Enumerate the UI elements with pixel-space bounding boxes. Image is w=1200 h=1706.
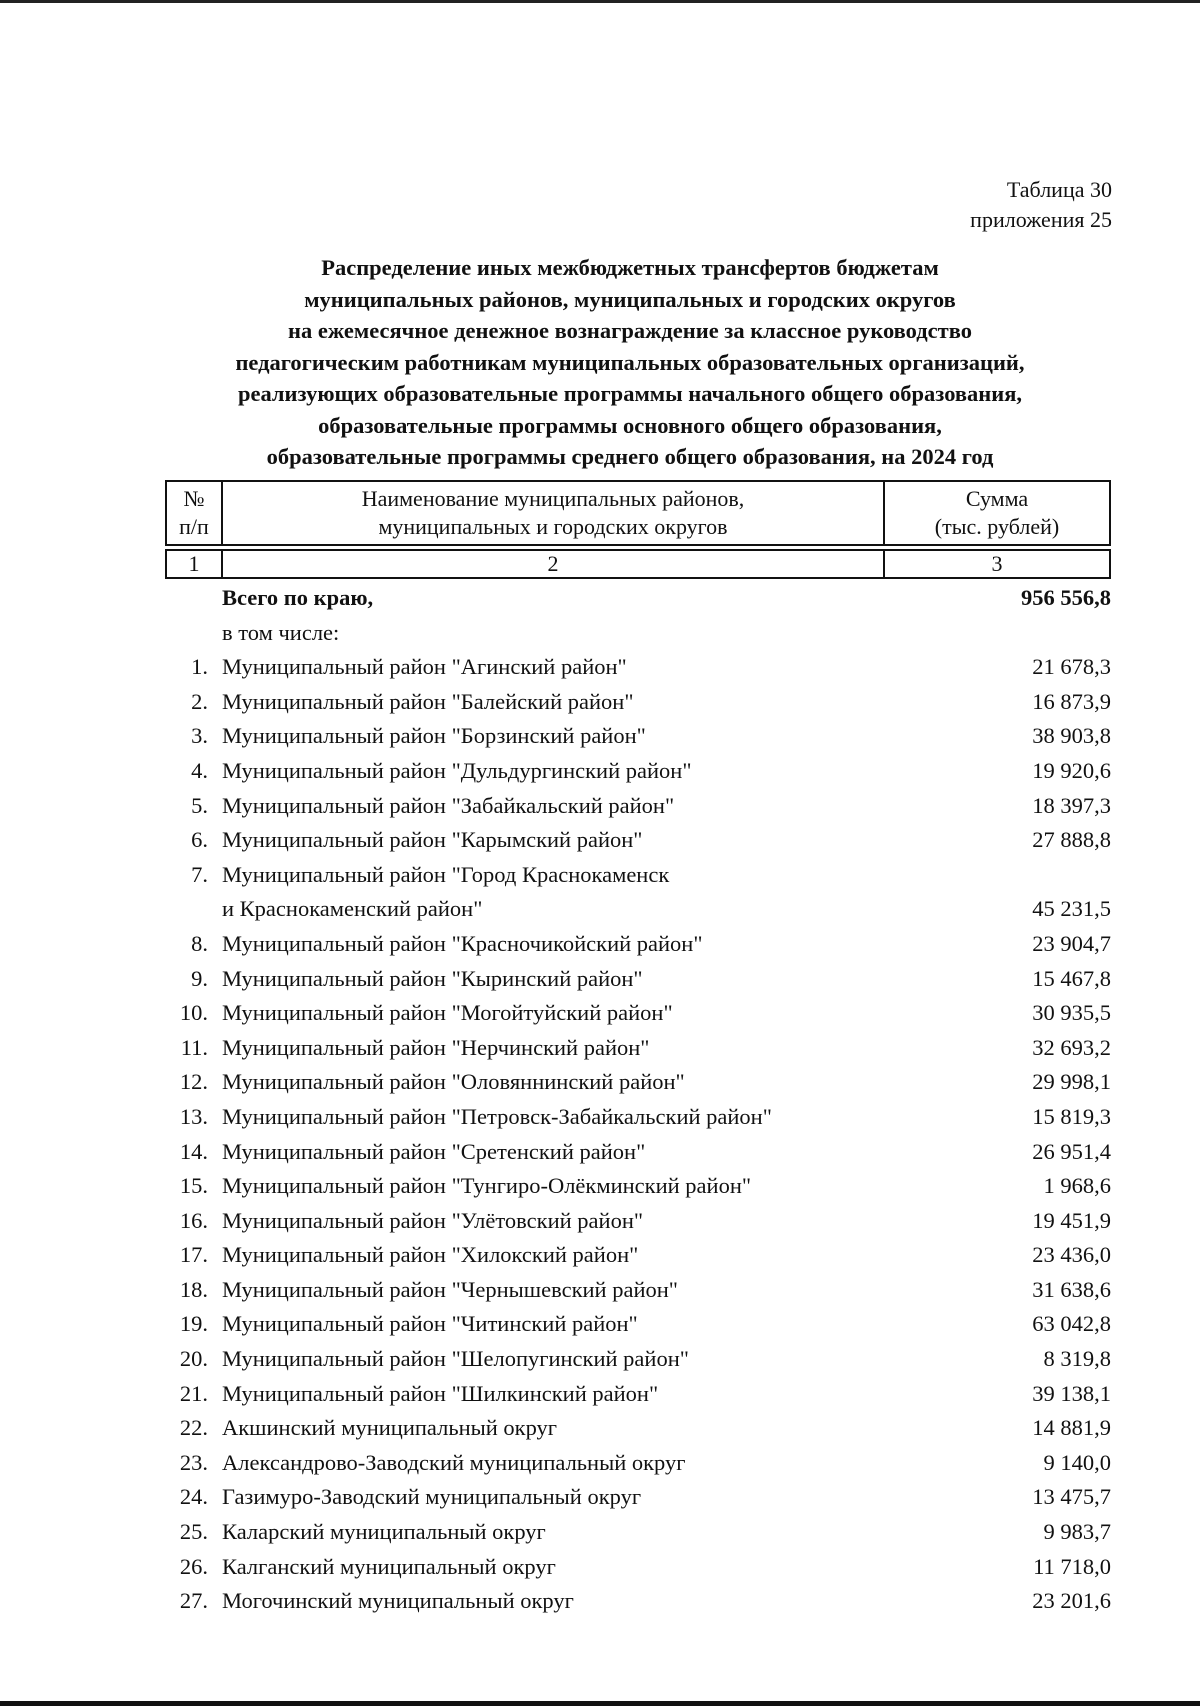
table-row [165, 1584, 1111, 1619]
row-number: 2. [191, 688, 208, 714]
row-number: 3. [191, 723, 208, 749]
table-row [165, 858, 1111, 927]
table-row [165, 1204, 1111, 1239]
title-line: на ежемесячное денежное вознаграждение за классное руководство [288, 318, 972, 343]
row-name: Муниципальный район "Шелопугинский район" [222, 1346, 689, 1372]
row-name: Муниципальный район "Читинский район" [222, 1311, 638, 1337]
row-number: 25. [179, 1519, 208, 1545]
row-value: 29 998,1 [1032, 1069, 1111, 1095]
row-name: Каларский муниципальный округ [222, 1519, 546, 1545]
row-value: 8 319,8 [1043, 1346, 1111, 1372]
title-line: реализующих образовательные программы начального общего образования, [237, 381, 1023, 406]
row-number: 14. [179, 1138, 208, 1164]
subtotal-label-row [165, 616, 1111, 651]
row-name: Муниципальный район "Кыринский район" [222, 965, 643, 991]
title-line: педагогическим работникам муниципальных образовательных организаций, [235, 349, 1025, 375]
table-row [165, 996, 1111, 1031]
row-value: 18 397,3 [1032, 792, 1111, 818]
row-value: 19 920,6 [1032, 757, 1111, 783]
table-body [165, 581, 1111, 1619]
document-title [150, 252, 1110, 473]
subtotal-label: в том числе: [222, 619, 340, 645]
row-value: 38 903,8 [1032, 723, 1111, 749]
total-label: Всего по краю, [222, 585, 374, 610]
row-number: 20. [179, 1346, 208, 1372]
title-line: Распределение иных межбюджетных трансфертов бюджетам [321, 255, 939, 280]
row-name [222, 858, 669, 927]
total-value: 956 556,8 [1021, 585, 1111, 610]
row-value: 26 951,4 [1032, 1138, 1111, 1164]
row-value: 11 718,0 [1033, 1553, 1111, 1579]
row-value: 23 436,0 [1032, 1242, 1111, 1268]
scan-border-top [0, 0, 1200, 3]
total-row [165, 581, 1111, 616]
row-number: 8. [191, 930, 208, 956]
row-name: Могочинский муниципальный округ [222, 1588, 574, 1614]
title-line: образовательные программы основного общего образования, [318, 412, 942, 438]
row-number: 4. [191, 757, 208, 783]
row-number: 9. [191, 965, 208, 991]
table-row [165, 1480, 1111, 1515]
table-row [165, 1411, 1111, 1446]
row-value: 31 638,6 [1032, 1276, 1111, 1302]
column-number: 3 [884, 550, 1110, 578]
row-name: Муниципальный район "Хилокский район" [222, 1242, 639, 1268]
row-number: 11. [180, 1034, 208, 1060]
column-number-row [166, 550, 1110, 578]
row-number: 12. [179, 1069, 208, 1095]
row-name: Муниципальный район "Агинский район" [222, 654, 627, 680]
row-number: 27. [179, 1588, 208, 1614]
table-caption [970, 175, 1112, 235]
row-value: 13 475,7 [1032, 1484, 1111, 1510]
row-value: 15 819,3 [1032, 1103, 1111, 1129]
row-name: Муниципальный район "Забайкальский район" [222, 792, 675, 818]
row-value: 45 231,5 [1032, 896, 1111, 922]
table-row [165, 1169, 1111, 1204]
row-value: 30 935,5 [1032, 1000, 1111, 1026]
table-row [165, 1065, 1111, 1100]
row-name: Муниципальный район "Чернышевский район" [222, 1276, 678, 1302]
row-number: 15. [179, 1173, 208, 1199]
row-name: Калганский муниципальный округ [222, 1553, 556, 1579]
row-number: 1. [191, 654, 208, 680]
title-line: образовательные программы среднего общего образования, на 2024 год [266, 444, 994, 469]
row-number: 6. [191, 827, 208, 853]
row-value: 9 140,0 [1043, 1449, 1111, 1475]
table-row [165, 823, 1111, 858]
header-cell-number: № п/п [166, 481, 222, 545]
row-number: 5. [191, 792, 208, 818]
row-name: Муниципальный район "Улётовский район" [222, 1207, 644, 1233]
table-row [165, 1031, 1111, 1066]
row-number: 16. [179, 1207, 208, 1233]
row-value: 14 881,9 [1032, 1415, 1111, 1441]
table-row [165, 1515, 1111, 1550]
table-row [165, 1446, 1111, 1481]
row-number: 7. [191, 861, 208, 887]
row-value: 39 138,1 [1032, 1380, 1111, 1406]
table-row [165, 719, 1111, 754]
table-header [165, 480, 1111, 579]
scan-border-bottom [0, 1701, 1200, 1706]
row-name: Муниципальный район "Сретенский район" [222, 1138, 646, 1164]
caption-appendix-number: приложения 25 [970, 207, 1112, 232]
row-name: Муниципальный район "Нерчинский район" [222, 1034, 650, 1060]
row-value: 21 678,3 [1032, 654, 1111, 680]
row-name: Александрово-Заводский муниципальный округ [222, 1449, 686, 1475]
table-row [165, 650, 1111, 685]
row-name: Муниципальный район "Балейский район" [222, 688, 634, 714]
row-number: 23. [179, 1449, 208, 1475]
column-number: 2 [222, 550, 884, 578]
row-number: 26. [179, 1553, 208, 1579]
table-row [165, 1238, 1111, 1273]
table-row [165, 754, 1111, 789]
row-value: 23 201,6 [1032, 1588, 1111, 1614]
row-number: 10. [179, 1000, 208, 1026]
row-value: 23 904,7 [1032, 930, 1111, 956]
row-name: Муниципальный район "Красночикойский район" [222, 930, 703, 956]
row-value: 9 983,7 [1043, 1519, 1111, 1545]
table-row [165, 685, 1111, 720]
row-name: Муниципальный район "Оловяннинский район" [222, 1069, 685, 1095]
table-row [165, 789, 1111, 824]
row-number: 21. [179, 1380, 208, 1406]
row-name: Муниципальный район "Карымский район" [222, 827, 643, 853]
row-name: Муниципальный район "Тунгиро-Олёкминский район" [222, 1173, 752, 1199]
caption-table-number: Таблица 30 [1006, 177, 1112, 202]
row-name: Муниципальный район "Шилкинский район" [222, 1380, 659, 1406]
title-line: муниципальных районов, муниципальных и городских округов [304, 286, 956, 312]
row-value: 32 693,2 [1032, 1034, 1111, 1060]
column-number: 1 [166, 550, 222, 578]
table-row [165, 1550, 1111, 1585]
row-value: 19 451,9 [1032, 1207, 1111, 1233]
row-value: 16 873,9 [1032, 688, 1111, 714]
row-name: Муниципальный район "Дульдургинский район" [222, 757, 692, 783]
row-name: Газимуро-Заводский муниципальный округ [222, 1484, 642, 1510]
row-name-line: Муниципальный район "Город Краснокаменск [222, 861, 670, 887]
row-name-line: и Краснокаменский район" [222, 896, 483, 922]
table-row [165, 1307, 1111, 1342]
table-row [165, 1135, 1111, 1170]
row-number: 17. [179, 1242, 208, 1268]
row-value: 63 042,8 [1032, 1311, 1111, 1337]
row-number: 19. [179, 1311, 208, 1337]
table-row [165, 1377, 1111, 1412]
table-row [165, 927, 1111, 962]
row-number: 22. [179, 1415, 208, 1441]
header-cell-sum: Сумма (тыс. рублей) [884, 481, 1110, 545]
header-row [166, 481, 1110, 545]
header-cell-name: Наименование муниципальных районов, муниципальных и городских округов [222, 481, 884, 545]
row-number: 18. [179, 1276, 208, 1302]
table-row [165, 962, 1111, 997]
row-value: 1 968,6 [1043, 1173, 1111, 1199]
row-name: Акшинский муниципальный округ [222, 1415, 558, 1441]
row-number: 24. [179, 1484, 208, 1510]
row-value: 27 888,8 [1032, 827, 1111, 853]
row-value: 15 467,8 [1032, 965, 1111, 991]
row-name: Муниципальный район "Петровск-Забайкальский район" [222, 1103, 772, 1129]
table-row [165, 1100, 1111, 1135]
row-name: Муниципальный район "Могойтуйский район" [222, 1000, 673, 1026]
row-name: Муниципальный район "Борзинский район" [222, 723, 646, 749]
table-row [165, 1273, 1111, 1308]
table-row [165, 1342, 1111, 1377]
row-number: 13. [179, 1103, 208, 1129]
